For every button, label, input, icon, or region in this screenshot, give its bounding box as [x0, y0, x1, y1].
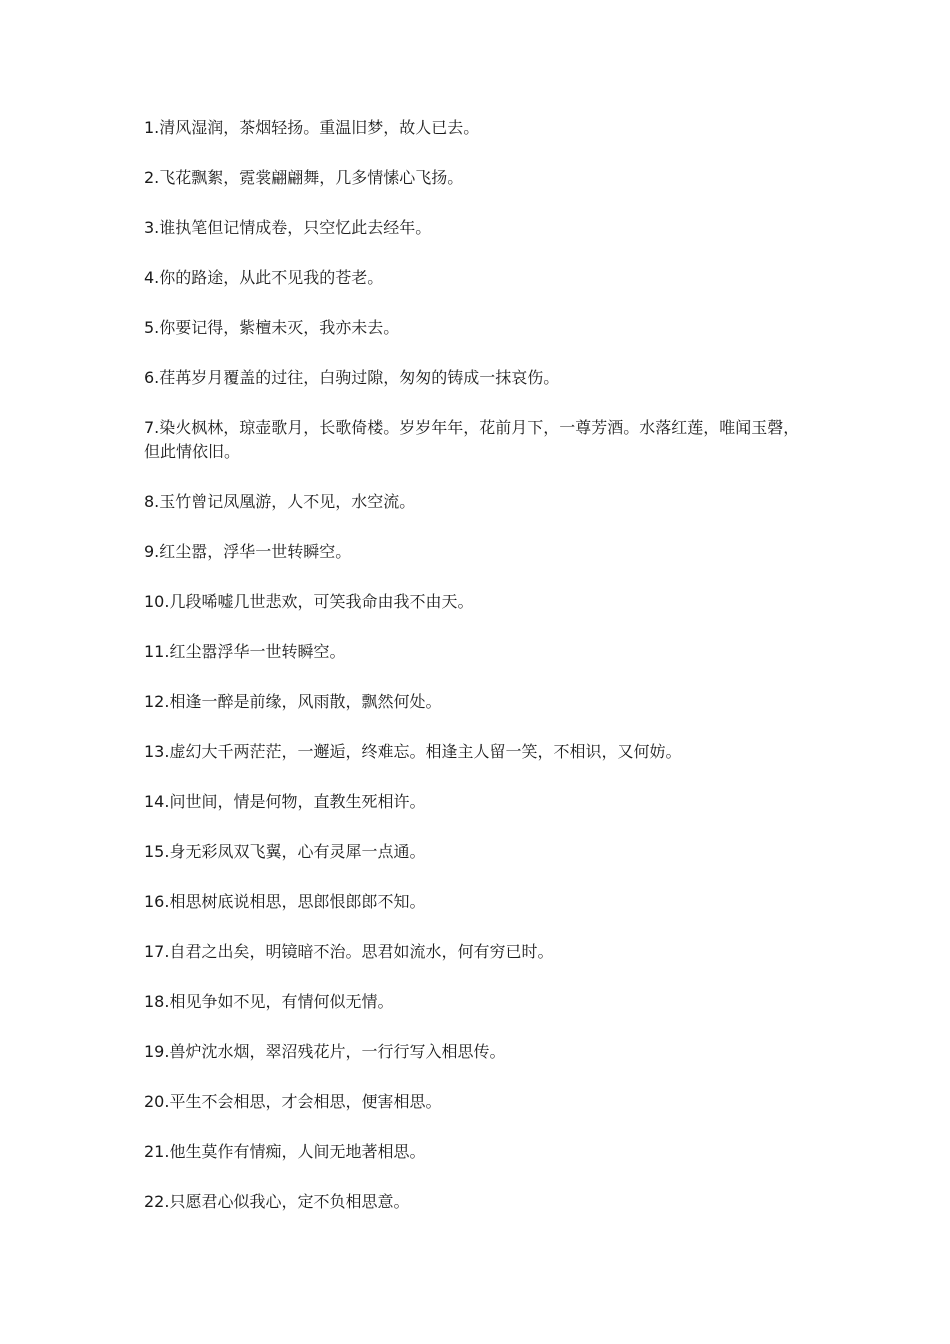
list-item: 3.谁执笔但记情成卷，只空忆此去经年。 — [144, 218, 432, 237]
list-item: 1.清风湿润，茶烟轻扬。重温旧梦，故人已去。 — [144, 118, 480, 137]
list-item: 12.相逢一醉是前缘，风雨散，飘然何处。 — [144, 692, 442, 711]
list-item: 18.相见争如不见，有情何似无情。 — [144, 992, 394, 1011]
list-item: 5.你要记得，紫檀未灭，我亦未去。 — [144, 318, 400, 337]
list-item: 22.只愿君心似我心，定不负相思意。 — [144, 1192, 410, 1211]
list-item: 17.自君之出矣，明镜暗不治。思君如流水，何有穷已时。 — [144, 942, 554, 961]
list-item: 8.玉竹曾记凤凰游，人不见，水空流。 — [144, 492, 416, 511]
list-item: 4.你的路途，从此不见我的苍老。 — [144, 268, 384, 287]
list-item: 11.红尘嚣浮华一世转瞬空。 — [144, 642, 346, 661]
list-item: 20.平生不会相思，才会相思，便害相思。 — [144, 1092, 442, 1111]
list-item: 2.飞花飘絮，霓裳翩翩舞，几多情愫心飞扬。 — [144, 168, 464, 187]
list-item: 13.虚幻大千两茫茫，一邂逅，终难忘。相逢主人留一笑，不相识，又何妨。 — [144, 742, 682, 761]
list-item: 7.染火枫林，琼壶歌月，长歌倚楼。岁岁年年，花前月下，一尊芳酒。水落红莲，唯闻玉磬，但此情依旧。 — [144, 418, 800, 461]
quote-list — [144, 116, 804, 1240]
list-item: 14.问世间，情是何物，直教生死相许。 — [144, 792, 426, 811]
list-item: 10.几段唏嘘几世悲欢，可笑我命由我不由天。 — [144, 592, 474, 611]
list-item: 19.兽炉沈水烟，翠沼残花片，一行行写入相思传。 — [144, 1042, 506, 1061]
list-item: 21.他生莫作有情痴，人间无地著相思。 — [144, 1142, 426, 1161]
list-item: 6.荏苒岁月覆盖的过往，白驹过隙，匆匆的铸成一抹哀伤。 — [144, 368, 560, 387]
list-item: 15.身无彩凤双飞翼，心有灵犀一点通。 — [144, 842, 426, 861]
list-item: 9.红尘嚣，浮华一世转瞬空。 — [144, 542, 352, 561]
list-item: 16.相思树底说相思，思郎恨郎郎不知。 — [144, 892, 426, 911]
